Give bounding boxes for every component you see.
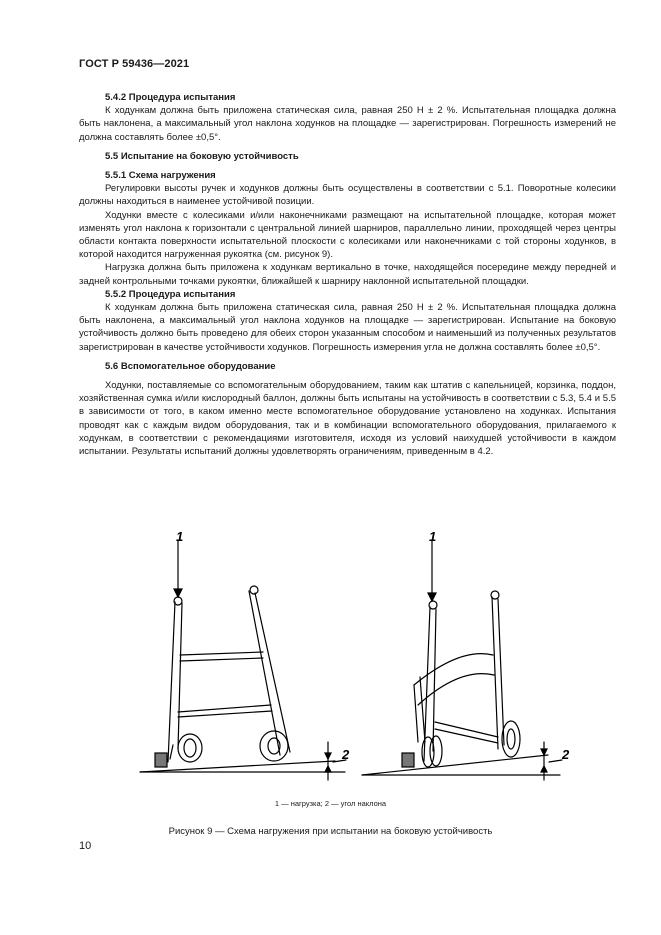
paragraph: К ходункам должна быть приложена статическая сила, равная 250 Н ± 2 %. Испытательная площадка должна быть наклонена, а максимальный угол наклона ходунков на площадке — зарегистрирован. Погрешность измерений не должна составлять более ±0,5°. (79, 105, 616, 143)
heading-5-5-1: 5.5.1 Схема нагружения (105, 170, 216, 182)
heading-5-4-2: 5.4.2 Процедура испытания (105, 92, 236, 103)
left-load-arrow (174, 541, 182, 597)
right-load-arrow (428, 541, 436, 601)
heading-5-5-2: 5.5.2 Процедура испытания (105, 288, 236, 300)
label-load-left: 1 (176, 529, 184, 544)
left-walker-drawing (168, 586, 290, 762)
document-header: ГОСТ Р 59436—2021 (79, 58, 190, 70)
figure-legend: 1 — нагрузка; 2 — угол наклона (274, 799, 387, 808)
page-number: 10 (79, 840, 92, 852)
paragraph: Нагрузка должна быть приложена к ходункам вертикально в точке, находящейся посередине между передней и задней контрольными точками рукоятки, ближайшей к шарниру наклонной испытательной площадки. (79, 262, 616, 287)
heading-5-6: 5.6 Вспомогательное оборудование (105, 360, 276, 372)
label-load-right: 1 (429, 529, 437, 544)
paragraph: К ходункам должна быть приложена статическая сила, равная 250 Н ± 2 %. Испытательная площадка должна быть наклонена, а максимальный угол наклона ходунков на площадке — зарегистрирован. Испытание на боковую устойчивость должно быть проведено для обеих сторон указанным способом и наименьший из полученных результатов зарегистрирован в качестве устойчивости ходунков. Погрешность измерения угла не должна составлять более ±0,5°. (79, 302, 616, 353)
right-angle-marker (541, 742, 562, 780)
label-angle-left: 2 (342, 747, 350, 762)
label-angle-right: 2 (562, 747, 570, 762)
paragraph: Регулировки высоты ручек и ходунков должны быть осуществлены в соответствии с 5.1. Поворотные колесики должны находиться в наименее устойчивой позиции. (79, 183, 616, 208)
right-platform (362, 753, 560, 775)
paragraph: Ходунки, поставляемые со вспомогательным оборудованием, таким как штатив с капельницей, корзинка, поддон, хозяйственная сумка и/или кислородный баллон, должны быть испытаны на устойчивость в соответствии с 5.3, 5.4 и 5.5 в зависимости от того, в каком именно месте вспомогательное оборудование установлено на ходунках. Испытания проводят как с каждым видом оборудования, так и в комбинации вспомогательного оборудования, прилагаемого к ходункам, в соответствии с рекомендациями изготовителя, исходя из условий наихудшей устойчивости в каждом испытании. Результаты испытаний должны удовлетворять ограничениям, приведенным в 4.2. (79, 380, 616, 458)
body-text (79, 91, 616, 458)
right-walker-drawing (414, 591, 520, 767)
heading-5-5: 5.5 Испытание на боковую устойчивость (105, 150, 299, 162)
figure-9-diagram (130, 527, 590, 787)
figure-caption: Рисунок 9 — Схема нагружения при испытании на боковую устойчивость (168, 826, 493, 837)
paragraph: Ходунки вместе с колесиками и/или наконечниками размещают на испытательной площадке, которая может изменять угол наклона к горизонтали с центральной линией шарниров, параллельно линии, проходящей через центры области контакта поверхности испытательной плоскости с колесиками или наконечниками с той стороны ходунков, в которой находится нагруженная рукоятка (см. рисунок 9). (79, 209, 616, 261)
